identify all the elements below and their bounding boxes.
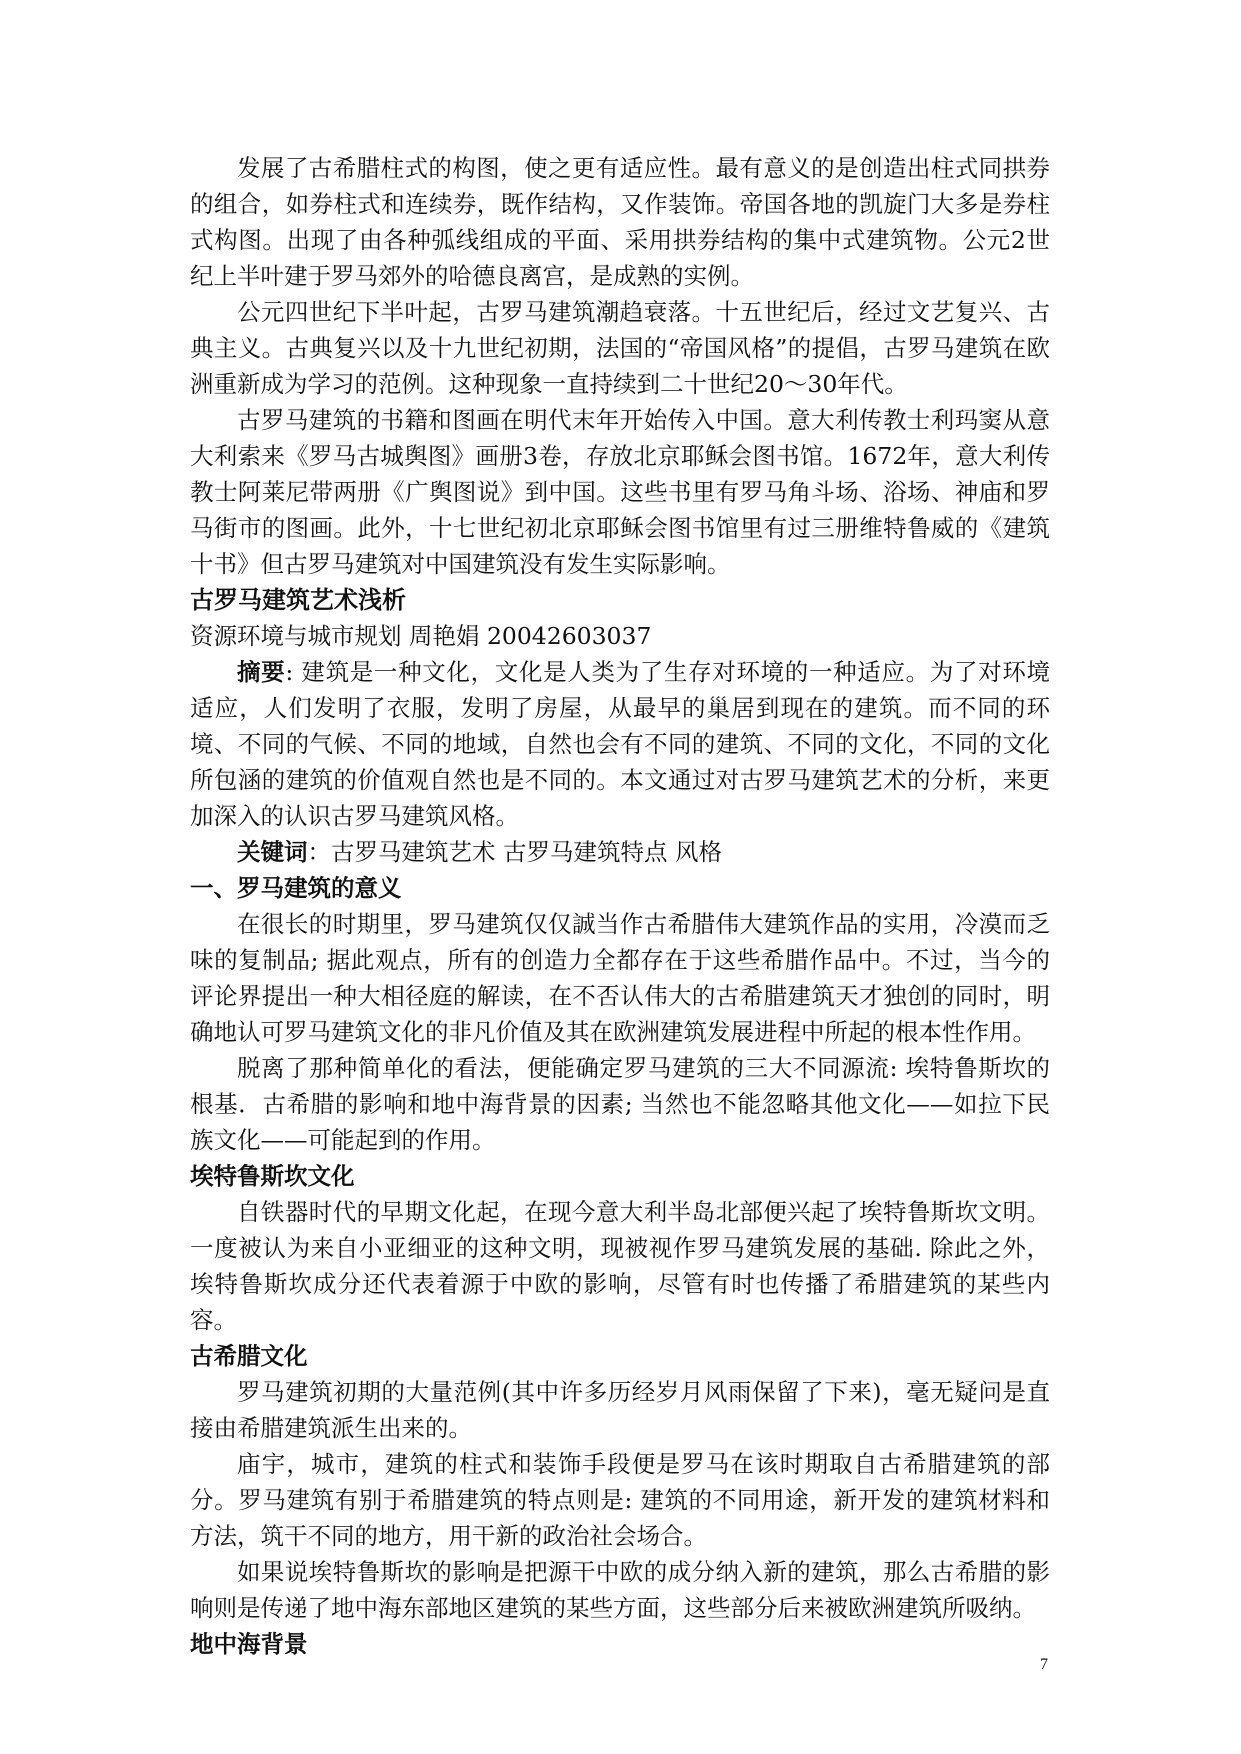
paragraph: 罗马建筑初期的大量范例(其中许多历经岁月风雨保留了下来)，毫无疑问是直接由希腊建筑派生出来的。 xyxy=(190,1378,1050,1442)
paragraph: 公元四世纪下半叶起，古罗马建筑潮趋衰落。十五世纪后，经过文艺复兴、古典主义。古典复兴以及十九世纪初期，法国的“帝国风格”的提倡，古罗马建筑在欧洲重新成为学习的范例。这种现象一直持续到二十世纪20～30年代。 xyxy=(190,298,1050,398)
page-number: 7 xyxy=(1040,1656,1048,1673)
paragraph: 自铁器时代的早期文化起，在现今意大利半岛北部便兴起了埃特鲁斯坎文明。一度被认为来自小亚细亚的这种文明，现被视作罗马建筑发展的基础. 除此之外，埃特鲁斯坎成分还代表着源于中欧的影响，尽管有时也传播了希腊建筑的某些内容。 xyxy=(190,1198,1050,1334)
paragraph: 庙宇，城市，建筑的柱式和装饰手段便是罗马在该时期取自古希腊建筑的部分。罗马建筑有别于希腊建筑的特点则是: 建筑的不同用途，新开发的建筑材料和方法，筑干不同的地方，用干新的政治社会场合。 xyxy=(190,1450,1050,1550)
paragraph: 古罗马建筑的书籍和图画在明代末年开始传入中国。意大利传教士利玛窦从意大利索来《罗马古城舆图》画册3卷，存放北京耶稣会图书馆。1672年，意大利传教士阿莱尼带两册《广舆图说》到中国。这些书里有罗马角斗场、浴场、神庙和罗马街市的图画。此外，十七世纪初北京耶稣会图书馆里有过三册维特鲁威的《建筑十书》但古罗马建筑对中国建筑没有发生实际影响。 xyxy=(190,406,1050,578)
abstract-label: 摘要 xyxy=(237,658,286,686)
article-title: 古罗马建筑艺术浅析 xyxy=(190,585,406,614)
abstract-paragraph xyxy=(190,654,1050,834)
page-content xyxy=(190,150,1050,1662)
keywords-label: 关键词 xyxy=(237,838,308,866)
paragraph: 在很长的时期里，罗马建筑仅仅誠当作古希腊伟大建筑作品的实用，冷漠而乏味的复制品; 据此观点，所有的创造力全都存在于这些希腊作品中。不过，当今的评论界提出一种大相径庭的解读，在不否认伟大的古希腊建筑天才独创的同时，明确地认可罗马建筑文化的非凡价值及其在欧洲建筑发展进程中所起的根本性作用。 xyxy=(190,910,1050,1046)
paragraph: 如果说埃特鲁斯坎的影响是把源干中欧的成分纳入新的建筑，那么古希腊的影响则是传递了地中海东部地区建筑的某些方面，这些部分后来被欧洲建筑所吸纳。 xyxy=(190,1558,1050,1622)
keywords-paragraph xyxy=(190,834,1050,870)
paragraph: 发展了古希腊柱式的构图，使之更有适应性。最有意义的是创造出柱式同拱券的组合，如券柱式和连续券，既作结构，又作装饰。帝国各地的凯旋门大多是券柱式构图。出现了由各种弧线组成的平面、采用拱券结构的集中式建筑物。公元2世纪上半叶建于罗马郊外的哈德良离宫，是成熟的实例。 xyxy=(190,154,1050,290)
keywords-text: ：古罗马建筑艺术 古罗马建筑特点 风格 xyxy=(307,838,722,866)
subsection-heading: 古希腊文化 xyxy=(190,1342,308,1370)
subsection-heading: 地中海背景 xyxy=(190,1630,308,1658)
section-heading: 一、罗马建筑的意义 xyxy=(190,874,402,902)
abstract-text: : 建筑是一种文化，文化是人类为了生存对环境的一种适应。为了对环境适应，人们发明了衣服，发明了房屋，从最早的巢居到现在的建筑。而不同的环境、不同的气候、不同的地域，自然也会有不同的建筑、不同的文化，不同的文化所包涵的建筑的价值观自然也是不同的。本文通过对古罗马建筑艺术的分析，来更加深入的认识古罗马建筑风格。 xyxy=(190,658,1050,830)
author-line: 资源环境与城市规划 周艳娟 20042603037 xyxy=(190,622,652,650)
subsection-heading: 埃特鲁斯坎文化 xyxy=(190,1162,355,1190)
paragraph: 脱离了那种简单化的看法，便能确定罗马建筑的三大不同源流: 埃特鲁斯坎的根基．古希腊的影响和地中海背景的因素; 当然也不能忽略其他文化——如拉下民族文化——可能起到的作用。 xyxy=(190,1054,1050,1154)
